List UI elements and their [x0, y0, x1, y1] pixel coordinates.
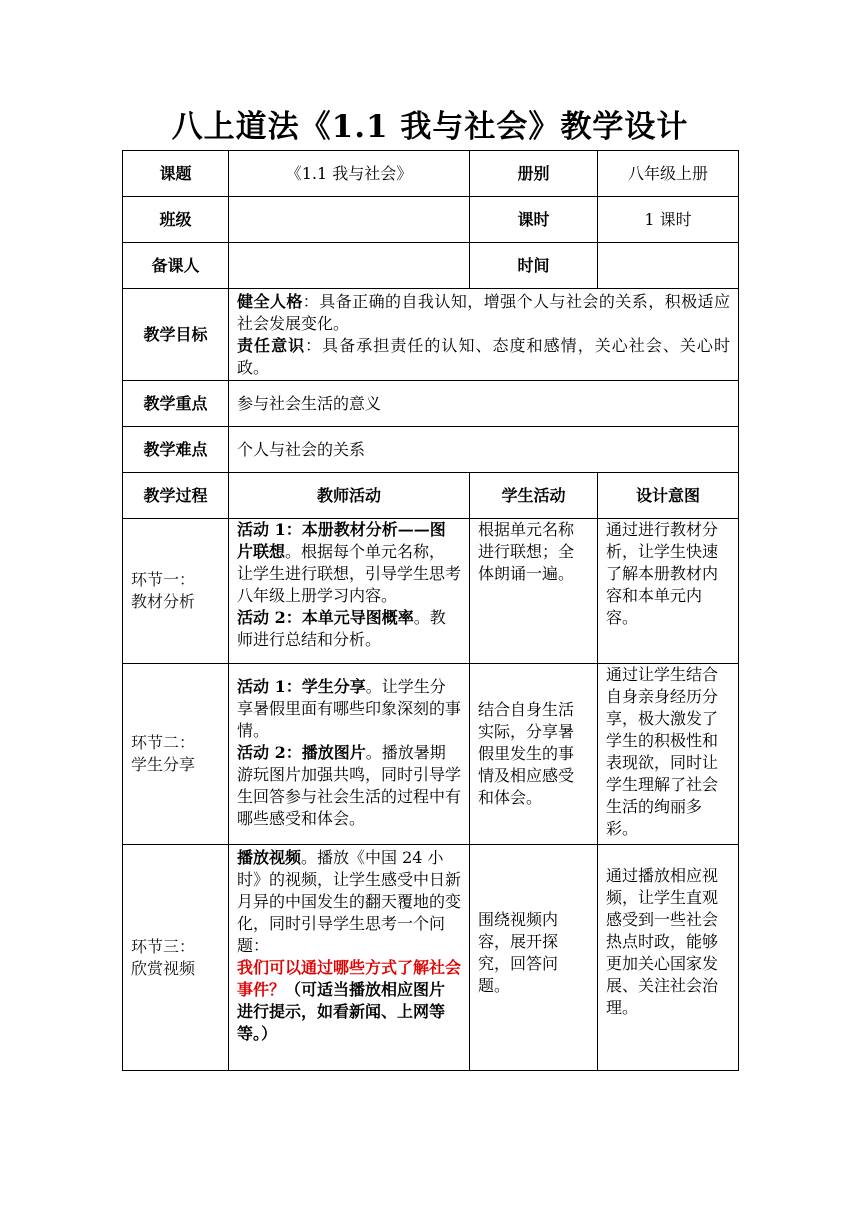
row-key-point — [123, 381, 739, 427]
goal-2-head: 责任意识 — [237, 335, 306, 355]
stage-1-activity-1-head: 活动 1：本册教材分析——图片联想 — [237, 520, 446, 561]
row-goals — [123, 289, 739, 381]
stage-2-intent: 通过让学生结合自身亲身经历分享，极大激发了学生的积极性和表现欲，同时让学生理解了社会生活的绚丽多彩。 — [598, 664, 739, 845]
stage-3-intent: 通过播放相应视频，让学生直观感受到一些社会热点时政，能够更加关心国家发展、关注社会治理。 — [598, 845, 739, 1071]
stage-1-activity-1-text: 。根据每个单元名称，让学生进行联想，引导学生思考八年级上册学习内容。 — [237, 542, 462, 605]
stage-2-name — [123, 664, 229, 845]
lesson-plan-table — [122, 150, 739, 1071]
time-value — [598, 243, 739, 289]
stage-2-activity-1-head: 活动 1：学生分享 — [237, 677, 366, 696]
stage-3-video-head: 播放视频 — [237, 848, 302, 867]
stage-3-hint: （可适当播放相应图片进行提示，如看新闻、上网等等。） — [237, 980, 446, 1043]
row-process-header — [123, 473, 739, 519]
key-point-label: 教学重点 — [123, 381, 229, 427]
goals-label: 教学目标 — [123, 289, 229, 381]
goal-2-text: ：具备承担责任的认知、态度和感情，关心社会、关心时政。 — [237, 335, 730, 377]
volume-label: 册别 — [470, 151, 598, 197]
course-value: 《1.1 我与社会》 — [229, 151, 470, 197]
row-class — [123, 197, 739, 243]
stage-3-question: 我们可以通过哪些方式了解社会事件？ — [237, 958, 462, 999]
course-label: 课题 — [123, 151, 229, 197]
goals-content — [229, 289, 739, 381]
process-col-intent: 设计意图 — [598, 473, 739, 519]
stage-2-student: 结合自身生活实际，分享暑假里发生的事情及相应感受和体会。 — [470, 664, 598, 845]
stage-2-activity-2-text: 。播放暑期游玩图片加强共鸣，同时引导学生回答参与社会生活的过程中有哪些感受和体会。 — [237, 743, 462, 828]
stage-2-name-line2: 学生分享 — [131, 755, 196, 774]
row-course — [123, 151, 739, 197]
stage-3-video-text: 。播放《中国 24 小时》的视频，让学生感受中日新月异的中国发生的翻天覆地的变化，同时引导学生思考一个问题： — [237, 848, 462, 955]
process-col-student: 学生活动 — [470, 473, 598, 519]
class-value — [229, 197, 470, 243]
stage-1-teacher — [229, 519, 470, 664]
goal-1-head: 健全人格 — [237, 291, 303, 311]
stage-2-teacher — [229, 664, 470, 845]
stage-1-activity-2-text: 。教师进行总结和分析。 — [237, 608, 446, 649]
stage-3-name-line1: 环节三： — [131, 936, 196, 956]
stage-3-teacher — [229, 845, 470, 1071]
hours-value: 1 课时 — [598, 197, 739, 243]
stage-2-activity-1-text: 。让学生分享暑假里面有哪些印象深刻的事情。 — [237, 677, 462, 740]
stage-1-intent: 通过进行教材分析，让学生快速了解本册教材内容和本单元内容。 — [598, 519, 739, 664]
stage-1-student: 根据单元名称进行联想；全体朗诵一遍。 — [470, 519, 598, 664]
stage-row-1 — [123, 519, 739, 664]
stage-2-activity-2-head: 活动 2：播放图片 — [237, 743, 366, 762]
goal-1-text: ：具备正确的自我认知，增强个人与社会的关系，积极适应社会发展变化。 — [237, 291, 730, 333]
key-point-value: 参与社会生活的意义 — [229, 381, 739, 427]
stage-1-name-line1: 环节一： — [131, 570, 196, 589]
process-col-teacher: 教师活动 — [229, 473, 470, 519]
stage-row-2 — [123, 664, 739, 845]
page-title: 八上道法《1.1 我与社会》教学设计 — [171, 109, 689, 145]
difficulty-value: 个人与社会的关系 — [229, 427, 739, 473]
class-label: 班级 — [123, 197, 229, 243]
stage-row-3 — [123, 845, 739, 1071]
stage-2-name-line1: 环节二： — [131, 733, 196, 752]
volume-value: 八年级上册 — [598, 151, 739, 197]
hours-label: 课时 — [470, 197, 598, 243]
preparer-value — [229, 243, 470, 289]
preparer-label: 备课人 — [123, 243, 229, 289]
process-col-stage: 教学过程 — [123, 473, 229, 519]
row-preparer — [123, 243, 739, 289]
stage-3-name-line2: 欣赏视频 — [131, 958, 196, 978]
row-difficulty — [123, 427, 739, 473]
stage-3-student: 围绕视频内容，展开探究，回答问题。 — [470, 845, 598, 1071]
stage-1-name — [123, 519, 229, 664]
stage-1-activity-2-head: 活动 2：本单元导图概率 — [237, 608, 414, 627]
difficulty-label: 教学难点 — [123, 427, 229, 473]
stage-3-name — [123, 845, 229, 1071]
time-label: 时间 — [470, 243, 598, 289]
stage-1-name-line2: 教材分析 — [131, 592, 196, 611]
